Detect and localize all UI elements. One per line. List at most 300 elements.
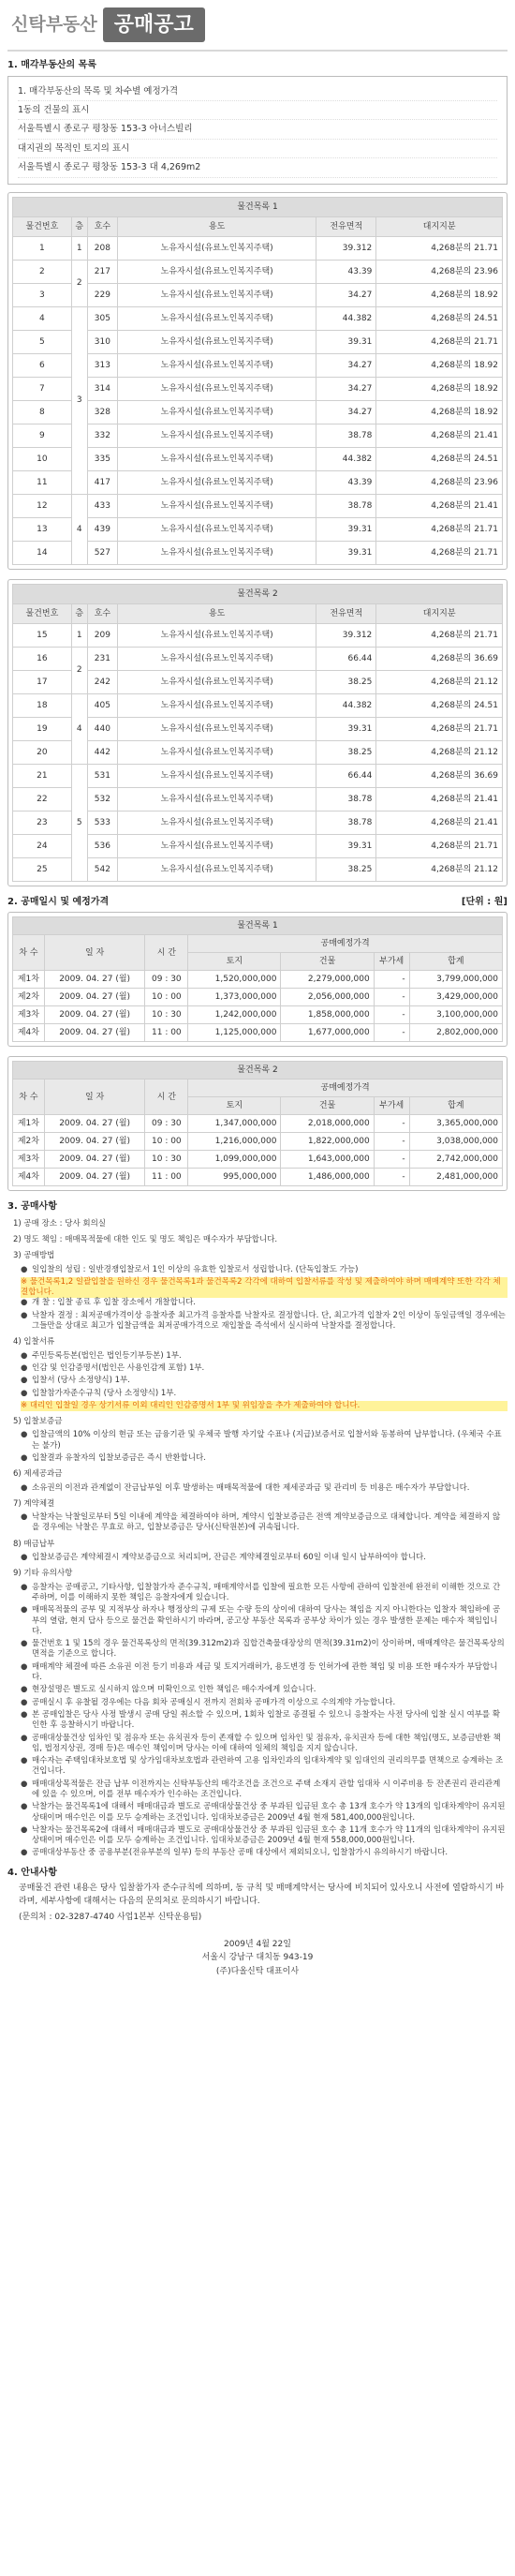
table-row	[13, 1006, 503, 1024]
schedule-cell: 2009. 04. 27 (월)	[44, 1006, 145, 1024]
usage-cell: 노유자시설(유료노인복지주택)	[118, 517, 316, 541]
area-cell: 34.27	[316, 377, 376, 400]
column-header: 토지	[188, 953, 281, 971]
area-cell: 38.78	[316, 424, 376, 447]
land-share-cell: 4,268분의 21.71	[376, 623, 503, 647]
area-cell: 38.78	[316, 787, 376, 811]
land-share-cell: 4,268분의 21.71	[376, 517, 503, 541]
unit-number: 536	[87, 834, 117, 857]
area-cell: 43.39	[316, 470, 376, 494]
schedule-cell: 10 : 30	[145, 1006, 188, 1024]
schedule-cell: 2009. 04. 27 (월)	[44, 1024, 145, 1042]
schedule-cell: -	[374, 989, 409, 1006]
terms-documents: 4) 입찰서류	[13, 1337, 55, 1348]
schedule-cell: 2,802,000,000	[409, 1024, 502, 1042]
column-header: 토지	[188, 1097, 281, 1115]
table-header-row	[13, 603, 503, 623]
item-number: 1	[13, 236, 72, 260]
item-number: 9	[13, 424, 72, 447]
schedule-cell: 2,279,000,000	[281, 971, 374, 989]
land-share-cell: 4,268분의 23.96	[376, 470, 503, 494]
notice-date: 2009년 4월 22일	[224, 1939, 291, 1949]
floor-cell: 1	[71, 236, 87, 260]
terms-text: 본 공매입찰은 당사 사정 발생시 공매 당일 취소할 수 있으며, 1회차 입찰로 종결될 수 있으니 응찰자는 사전 당사에 입찰 실시 여부를 확인한 후 응찰하시기 바랍니다.	[32, 1709, 501, 1731]
floor-cell: 5	[71, 764, 87, 881]
schedule-cell: 2,742,000,000	[409, 1151, 502, 1169]
schedule-cell: -	[374, 1169, 409, 1186]
column-header: 차 수	[13, 1080, 45, 1115]
terms-contract: 7) 계약체결	[13, 1498, 55, 1509]
column-header: 부가세	[374, 1097, 409, 1115]
schedule-cell: 1,347,000,000	[188, 1115, 281, 1133]
schedule-cell: 3,799,000,000	[409, 971, 502, 989]
brand-logo-text: 신탁부동산	[11, 13, 97, 35]
unit-number: 442	[87, 740, 117, 764]
column-header: 건물	[281, 1097, 374, 1115]
schedule-cell: 1,520,000,000	[188, 971, 281, 989]
terms-item	[21, 1298, 508, 1308]
column-header: 합계	[409, 953, 502, 971]
property-list-2	[7, 579, 508, 886]
item-number: 3	[13, 283, 72, 306]
bullet-icon: ●	[21, 1264, 28, 1274]
column-header: 전유면적	[316, 216, 376, 236]
terms-note-proxy: ※ 대리인 입찰일 경우 상기서류 이외 대리인 인감증명서 1부 및 위임장을 추가 제출하여야 합니다.	[21, 1401, 508, 1411]
schedule-list-1	[7, 912, 508, 1047]
item-number: 8	[13, 400, 72, 424]
schedule-cell: 2009. 04. 27 (월)	[44, 1133, 145, 1151]
table-caption: 물건목록 2	[13, 1062, 503, 1080]
area-cell: 34.27	[316, 283, 376, 306]
bullet-icon: ●	[21, 1376, 28, 1386]
schedule-list-2	[7, 1056, 508, 1191]
schedule-cell: 2009. 04. 27 (월)	[44, 1115, 145, 1133]
land-share-cell: 4,268분의 18.92	[376, 400, 503, 424]
table-caption: 물건목록 1	[13, 917, 503, 935]
terms-place: 1) 공매 장소 : 당사 회의실	[13, 1218, 106, 1228]
schedule-cell: 2,018,000,000	[281, 1115, 374, 1133]
section-4-title: 4. 안내사항	[7, 1867, 57, 1878]
auction-terms	[7, 1200, 508, 1858]
terms-item	[21, 1363, 508, 1374]
terms-taxes: 6) 제세공과금	[13, 1469, 63, 1480]
property-line: 대지권의 목적인 토지의 표시	[18, 140, 497, 158]
terms-text: 일입찰의 성립 : 일반경쟁입찰로서 1인 이상의 유효한 입찰로서 성립합니다. (단독입찰도 가능)	[32, 1264, 359, 1274]
schedule-cell: -	[374, 1151, 409, 1169]
table-row	[13, 764, 503, 787]
terms-item	[21, 1605, 508, 1637]
terms-item	[21, 1483, 508, 1494]
floor-cell: 4	[71, 494, 87, 564]
terms-item	[21, 1734, 508, 1755]
terms-text: 주민등록등본(법인은 법인등기부등본) 1부.	[32, 1350, 182, 1361]
item-number: 12	[13, 494, 72, 517]
terms-item	[21, 1802, 508, 1824]
schedule-cell: 10 : 00	[145, 989, 188, 1006]
terms-text: 입찰결과 유찰자의 입찰보증금은 즉시 반환합니다.	[32, 1452, 206, 1463]
area-cell: 38.78	[316, 494, 376, 517]
table-row	[13, 306, 503, 330]
schedule-cell: 3,429,000,000	[409, 989, 502, 1006]
terms-deposit: 5) 입찰보증금	[13, 1417, 63, 1427]
column-header: 건물	[281, 953, 374, 971]
terms-item	[21, 1311, 508, 1333]
property-line: 1. 매각부동산의 목록 및 차수별 예정가격	[18, 82, 497, 101]
bullet-icon: ●	[21, 1482, 28, 1493]
item-number: 22	[13, 787, 72, 811]
unit-number: 328	[87, 400, 117, 424]
area-cell: 38.25	[316, 857, 376, 881]
usage-cell: 노유자시설(유료노인복지주택)	[118, 740, 316, 764]
schedule-cell: 제2차	[13, 989, 45, 1006]
schedule-cell: 1,373,000,000	[188, 989, 281, 1006]
column-header: 용도	[118, 216, 316, 236]
terms-text: 소유권의 이전과 관계없이 잔금납부일 이후 발생하는 매매목적물에 대한 제세공과금 및 관리비 등 비용은 매수자가 부담합니다.	[32, 1482, 470, 1493]
unit-number: 405	[87, 693, 117, 717]
land-share-cell: 4,268분의 21.71	[376, 330, 503, 353]
terms-text: 입찰서 (당사 소정양식) 1부.	[32, 1376, 130, 1386]
terms-item	[21, 1662, 508, 1684]
unit-number: 305	[87, 306, 117, 330]
column-header: 공매예정가격	[188, 1080, 503, 1097]
floor-cell: 2	[71, 260, 87, 306]
usage-cell: 노유자시설(유료노인복지주택)	[118, 260, 316, 283]
column-header: 층	[71, 603, 87, 623]
land-share-cell: 4,268분의 36.69	[376, 764, 503, 787]
terms-item	[21, 1698, 508, 1708]
property-table-2	[12, 584, 503, 882]
land-share-cell: 4,268분의 18.92	[376, 353, 503, 377]
page-title: 공매공고	[103, 7, 205, 43]
floor-cell: 4	[71, 693, 87, 764]
usage-cell: 노유자시설(유료노인복지주택)	[118, 623, 316, 647]
bullet-icon: ●	[21, 1756, 28, 1766]
terms-item	[21, 1639, 508, 1660]
table-row	[13, 647, 503, 670]
land-share-cell: 4,268분의 18.92	[376, 283, 503, 306]
terms-item	[21, 1685, 508, 1695]
usage-cell: 노유자시설(유료노인복지주택)	[118, 283, 316, 306]
bullet-icon: ●	[21, 1639, 28, 1649]
unit-number: 208	[87, 236, 117, 260]
usage-cell: 노유자시설(유료노인복지주택)	[118, 717, 316, 740]
schedule-cell: 2009. 04. 27 (월)	[44, 1151, 145, 1169]
terms-note-bulk: ※ 물건목록1,2 일괄입찰을 원하신 경우 물건목록1과 물건목록2 각각에 대하여 입찰서류를 작성 및 제출하여야 하며 매매계약 또한 각각 체결합니다.	[21, 1277, 508, 1299]
bullet-icon: ●	[21, 1298, 28, 1308]
bullet-icon: ●	[21, 1733, 28, 1743]
land-share-cell: 4,268분의 21.71	[376, 236, 503, 260]
item-number: 20	[13, 740, 72, 764]
schedule-cell: 09 : 30	[145, 971, 188, 989]
item-number: 16	[13, 647, 72, 670]
terms-text: 매매대상목적물은 잔금 납부 이전까지는 신탁부동산의 매각조건을 조건으로 주택 소재지 관할 임대차 시 이주비용 등 잔존권리 관리관계에 있을 수 있으며, 이를 전부 매수자가 인수하는 조건입니다.	[32, 1779, 501, 1799]
schedule-cell: 제1차	[13, 1115, 45, 1133]
unit-number: 335	[87, 447, 117, 470]
unit-number: 332	[87, 424, 117, 447]
terms-item	[21, 1265, 508, 1275]
land-share-cell: 4,268분의 36.69	[376, 647, 503, 670]
item-number: 14	[13, 541, 72, 564]
column-header: 층	[71, 216, 87, 236]
item-number: 24	[13, 834, 72, 857]
table-caption-row	[13, 197, 503, 216]
usage-cell: 노유자시설(유료노인복지주택)	[118, 834, 316, 857]
terms-item	[21, 1512, 508, 1534]
schedule-cell: 1,486,000,000	[281, 1169, 374, 1186]
terms-text: 입찰보증금은 계약체결시 계약보증금으로 처리되며, 잔금은 계약체결일로부터 60일 이내 일시 납부하여야 합니다.	[32, 1553, 426, 1563]
bullet-icon: ●	[21, 1310, 28, 1320]
schedule-cell: 1,125,000,000	[188, 1024, 281, 1042]
column-header: 차 수	[13, 935, 45, 971]
terms-item	[21, 1825, 508, 1847]
column-header: 대지지분	[376, 603, 503, 623]
schedule-cell: 1,643,000,000	[281, 1151, 374, 1169]
schedule-cell: 제3차	[13, 1151, 45, 1169]
contact-info: (문의처 : 02-3287-4740 사업1본부 신탁운용팀)	[19, 1913, 202, 1923]
land-share-cell: 4,268분의 21.71	[376, 717, 503, 740]
area-cell: 38.78	[316, 811, 376, 834]
terms-text: 입찰참가자준수규칙 (당사 소정양식) 1부.	[32, 1388, 177, 1398]
table-row	[13, 260, 503, 283]
bullet-icon: ●	[21, 1512, 28, 1523]
column-header: 부가세	[374, 953, 409, 971]
schedule-cell: 3,365,000,000	[409, 1115, 502, 1133]
table-row	[13, 989, 503, 1006]
terms-text: 낙찰자는 낙찰일로부터 5일 이내에 계약을 체결하여야 하며, 계약시 입찰보증금은 전액 계약보증금으로 대체합니다. 계약을 체결하지 않을 경우에는 낙찰은 무효로 하고, 입찰보증금은 당사(신탁원본)에 귀속됩니다.	[32, 1512, 501, 1533]
column-header: 호수	[87, 216, 117, 236]
terms-item	[21, 1351, 508, 1362]
item-number: 15	[13, 623, 72, 647]
terms-item	[21, 1583, 508, 1604]
schedule-cell: 2009. 04. 27 (월)	[44, 971, 145, 989]
schedule-cell: -	[374, 1133, 409, 1151]
unit-number: 313	[87, 353, 117, 377]
schedule-cell: 09 : 30	[145, 1115, 188, 1133]
table-row	[13, 236, 503, 260]
terms-text: 낙찰자는 물건목록2에 대해서 매매대금과 별도로 공매대상물건상 중 부과된 입금된 호수 총 11개 호수가 약 11개의 임대차계약이 유지된 상태이며 매수인은 이를 모두 승계하는 조건입니다. 임대차보증금은 2009년 4월 현재 558,000,000원입니다.	[32, 1824, 506, 1846]
schedule-cell: 2,056,000,000	[281, 989, 374, 1006]
table-caption: 물건목록 2	[13, 584, 503, 603]
schedule-cell: 2,481,000,000	[409, 1169, 502, 1186]
schedule-table-2	[12, 1061, 503, 1186]
schedule-cell: 10 : 30	[145, 1151, 188, 1169]
usage-cell: 노유자시설(유료노인복지주택)	[118, 764, 316, 787]
table-row	[13, 623, 503, 647]
area-cell: 34.27	[316, 353, 376, 377]
schedule-cell: 11 : 00	[145, 1024, 188, 1042]
area-cell: 66.44	[316, 647, 376, 670]
area-cell: 39.312	[316, 236, 376, 260]
item-number: 2	[13, 260, 72, 283]
table-row	[13, 1024, 503, 1042]
table-row	[13, 1151, 503, 1169]
area-cell: 66.44	[316, 764, 376, 787]
company-name: (주)다올신탁 대표이사	[215, 1966, 300, 1976]
table-caption-row	[13, 584, 503, 603]
floor-cell: 1	[71, 623, 87, 647]
terms-text: 매매계약 체결에 따른 소유권 이전 등기 비용과 세금 및 토지거래허가, 용도변경 등 인허가에 관한 책임 및 비용 또한 매수자가 부담합니다.	[32, 1661, 498, 1683]
land-share-cell: 4,268분의 21.41	[376, 494, 503, 517]
bullet-icon: ●	[21, 1350, 28, 1361]
land-share-cell: 4,268분의 21.41	[376, 811, 503, 834]
table-row	[13, 494, 503, 517]
usage-cell: 노유자시설(유료노인복지주택)	[118, 693, 316, 717]
unit-number: 242	[87, 670, 117, 693]
schedule-cell: 1,099,000,000	[188, 1151, 281, 1169]
table-caption-row	[13, 1062, 503, 1080]
unit-number: 433	[87, 494, 117, 517]
land-share-cell: 4,268분의 24.51	[376, 447, 503, 470]
terms-text: 매수자는 주택임대차보호법 및 상가임대차보호법과 관련하여 고용 임차인과의 임대차계약 및 임대인의 권리의무를 면책으로 승계하는 조건입니다.	[32, 1756, 504, 1777]
table-row	[13, 971, 503, 989]
terms-item	[21, 1389, 508, 1399]
schedule-cell: 1,216,000,000	[188, 1133, 281, 1151]
schedule-cell: 제3차	[13, 1006, 45, 1024]
table-row	[13, 1133, 503, 1151]
property-line: 서울특별시 종로구 평창동 153-3 대 4,269m2	[18, 158, 497, 177]
usage-cell: 노유자시설(유료노인복지주택)	[118, 447, 316, 470]
bullet-icon: ●	[21, 1388, 28, 1398]
unit-number: 532	[87, 787, 117, 811]
area-cell: 34.27	[316, 400, 376, 424]
usage-cell: 노유자시설(유료노인복지주택)	[118, 811, 316, 834]
bullet-icon: ●	[21, 1661, 28, 1672]
header	[7, 0, 508, 52]
bullet-icon: ●	[21, 1802, 28, 1812]
section-2-heading: 2. 공매일시 및 예정가격	[7, 896, 110, 907]
notice-body: 공매물건 관련 내용은 당사 입찰참가자 준수규칙에 의하며, 동 규칙 및 매매계약서는 당사에 비치되어 있사오니 사전에 열람하시기 바라며, 세부사항에 대해서는 다음의 문의처로 문의하시기 바랍니다.	[19, 1884, 505, 1906]
unit-number: 314	[87, 377, 117, 400]
area-cell: 44.382	[316, 693, 376, 717]
property-list-1	[7, 192, 508, 570]
item-number: 6	[13, 353, 72, 377]
company-address: 서울시 강남구 대치동 943-19	[201, 1953, 314, 1963]
unit-number: 439	[87, 517, 117, 541]
area-cell: 39.31	[316, 330, 376, 353]
unit-number: 217	[87, 260, 117, 283]
land-share-cell: 4,268분의 18.92	[376, 377, 503, 400]
usage-cell: 노유자시설(유료노인복지주택)	[118, 670, 316, 693]
area-cell: 39.31	[316, 834, 376, 857]
property-line: 서울특별시 종로구 평창동 153-3 아너스빌리	[18, 120, 497, 139]
area-cell: 39.31	[316, 541, 376, 564]
bullet-icon: ●	[21, 1848, 28, 1858]
column-header: 시 간	[145, 1080, 188, 1115]
usage-cell: 노유자시설(유료노인복지주택)	[118, 377, 316, 400]
section-3-title: 3. 공매사항	[7, 1201, 57, 1213]
item-number: 11	[13, 470, 72, 494]
terms-text: 개 찰 : 입찰 종료 후 입찰 장소에서 개찰합니다.	[32, 1298, 196, 1308]
unit-number: 229	[87, 283, 117, 306]
item-number: 4	[13, 306, 72, 330]
area-cell: 43.39	[316, 260, 376, 283]
floor-cell: 2	[71, 647, 87, 693]
column-header: 대지지분	[376, 216, 503, 236]
footer	[7, 1938, 508, 1978]
column-header: 용도	[118, 603, 316, 623]
area-cell: 38.25	[316, 740, 376, 764]
unit-number: 209	[87, 623, 117, 647]
property-description-box	[7, 76, 508, 185]
unit-number: 542	[87, 857, 117, 881]
column-header: 시 간	[145, 935, 188, 971]
section-2-title	[7, 896, 508, 909]
section-1-title: 1. 매각부동산의 목록	[7, 60, 96, 70]
column-header: 일 자	[44, 935, 145, 971]
land-share-cell: 4,268분의 21.41	[376, 424, 503, 447]
bullet-icon: ●	[21, 1685, 28, 1695]
floor-cell: 3	[71, 306, 87, 494]
schedule-cell: 10 : 00	[145, 1133, 188, 1151]
table-caption: 물건목록 1	[13, 197, 503, 216]
item-number: 17	[13, 670, 72, 693]
schedule-cell: -	[374, 971, 409, 989]
item-number: 7	[13, 377, 72, 400]
property-line: 1동의 건물의 표시	[18, 101, 497, 120]
land-share-cell: 4,268분의 21.41	[376, 787, 503, 811]
schedule-cell: 1,242,000,000	[188, 1006, 281, 1024]
column-header: 전유면적	[316, 603, 376, 623]
table-row	[13, 1115, 503, 1133]
land-share-cell: 4,268분의 21.71	[376, 834, 503, 857]
area-cell: 44.382	[316, 447, 376, 470]
usage-cell: 노유자시설(유료노인복지주택)	[118, 306, 316, 330]
terms-text: 현장설명은 별도로 실시하지 않으며 미확인으로 인한 책임은 매수자에게 있습니다.	[32, 1685, 316, 1695]
terms-item	[21, 1453, 508, 1464]
terms-text: 응찰자는 공매공고, 기타사항, 입찰참가자 준수규칙, 매매계약서를 입찰에 필요한 모든 사항에 관하여 입찰전에 완전히 이해한 것으로 간주하며, 이를 이해하지 못한 책임은 응찰자에게 있습니다.	[32, 1582, 501, 1602]
land-share-cell: 4,268분의 23.96	[376, 260, 503, 283]
usage-cell: 노유자시설(유료노인복지주택)	[118, 541, 316, 564]
usage-cell: 노유자시설(유료노인복지주택)	[118, 353, 316, 377]
terms-text: 낙찰가는 물건목록1에 대해서 매매대금과 별도로 공매대상물건상 중 부과된 입금된 호수 총 13개 호수가 약 13개의 임대차계약이 유지된 상태이며 매수인은 이를 모두 승계하는 조건입니다. 임대차보증금은 2009년 4월 현재 581,400,000원입니다.	[32, 1802, 506, 1823]
area-cell: 44.382	[316, 306, 376, 330]
usage-cell: 노유자시설(유료노인복지주택)	[118, 424, 316, 447]
bullet-icon: ●	[21, 1779, 28, 1789]
bullet-icon: ●	[21, 1824, 28, 1835]
terms-text: 낙찰자 결정 : 최저공매가격이상 응찰자중 최고가격 응찰자를 낙찰자로 결정합니다. 단, 최고가격 입찰자 2인 이상이 동일금액일 경우에는 그들만을 상대로 최고가 입찰금액을 최저공매가격으로 재입찰을 즉석에서 실시하여 낙찰자를 결정합니다.	[32, 1310, 506, 1332]
schedule-cell: 1,858,000,000	[281, 1006, 374, 1024]
column-header: 합계	[409, 1097, 502, 1115]
table-header-row	[13, 935, 503, 953]
bullet-icon: ●	[21, 1452, 28, 1463]
terms-text: 물건번호 1 및 15의 경우 물건목록상의 면적(39.312m2)과 집합건축물대장상의 면적(39.31m2)이 상이하며, 매매계약은 물건목록상의 면적을 기준으로 합니다.	[32, 1639, 505, 1660]
terms-text: 공매대상물건상 임차인 및 점유자 또는 유치권자 등이 존재할 수 있으며 임차인 및 점유자, 유치권자 등에 대한 책임(명도, 보증금반환 책임, 법정지상권, 경매 등)은 매수인 책임이며 당사는 이에 대하여 일체의 책임을 지지 않습니다.	[32, 1733, 501, 1753]
property-table-1	[12, 197, 503, 565]
terms-text: 공매실시 후 유찰될 경우에는 다음 회차 공매실시 전까지 전회차 공매가격 이상으로 수의계약 가능합니다.	[32, 1697, 396, 1707]
bullet-icon: ●	[21, 1697, 28, 1707]
terms-text: 매매목적물의 공부 및 지적부상 하자나 행정상의 규제 또는 수량 등의 상이에 대하여 당사는 책임을 지지 아니한다는 입찰자 책임하에 공부의 열람, 현지 답사 등으로 물건을 확인하시기 바라며, 공고상 부동산 목록과 공부상 차이가 있는 경우 발생한 문제는 매수자 책임입니다.	[32, 1605, 501, 1636]
usage-cell: 노유자시설(유료노인복지주택)	[118, 787, 316, 811]
schedule-cell: 제4차	[13, 1169, 45, 1186]
schedule-cell: -	[374, 1006, 409, 1024]
item-number: 18	[13, 693, 72, 717]
column-header: 물건번호	[13, 603, 72, 623]
schedule-cell: 제2차	[13, 1133, 45, 1151]
usage-cell: 노유자시설(유료노인복지주택)	[118, 330, 316, 353]
unit-number: 531	[87, 764, 117, 787]
terms-item	[21, 1710, 508, 1732]
terms-text: 입찰금액의 10% 이상의 현금 또는 금융기관 및 우체국 발행 자기앞 수표나 (지급)보증서로 입찰서와 동봉하여 납부합니다. (우체국 수표는 불가)	[32, 1430, 502, 1451]
bullet-icon: ●	[21, 1362, 28, 1373]
unit-number: 440	[87, 717, 117, 740]
usage-cell: 노유자시설(유료노인복지주택)	[118, 400, 316, 424]
terms-text: 공매대상부동산 중 공용부분(전유부분의 일부) 등의 부동산 공매 대상에서 제외되오니, 입찰참가시 유의하시기 바랍니다.	[32, 1848, 449, 1858]
bullet-icon: ●	[21, 1709, 28, 1720]
schedule-cell: 3,038,000,000	[409, 1133, 502, 1151]
terms-item	[21, 1779, 508, 1801]
column-header: 호수	[87, 603, 117, 623]
bullet-icon: ●	[21, 1430, 28, 1440]
